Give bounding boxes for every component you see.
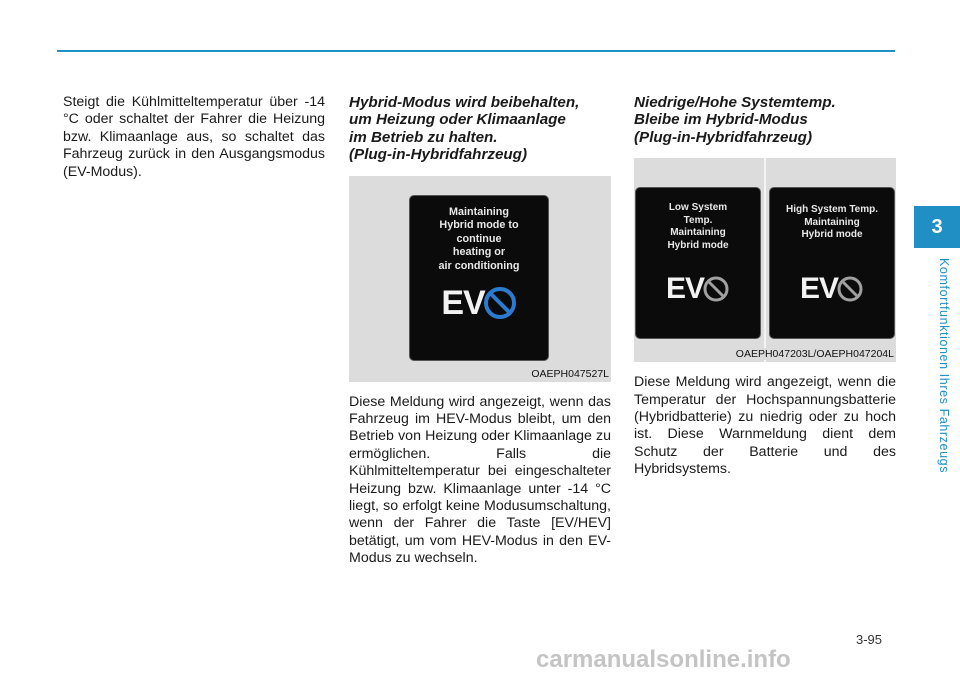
system-temp-figure: [634, 158, 896, 362]
ev-indicator-high: [770, 272, 894, 306]
column-3: [634, 94, 896, 479]
top-rule: [57, 50, 895, 52]
ev-indicator: [410, 284, 548, 323]
cluster-display: [410, 196, 548, 360]
hybrid-mode-paragraph: Diese Meldung wird angezeigt, wenn das Fahrzeug im HEV-Modus bleibt, um den Betrieb von Heizung oder Klimaanlage zu ermöglichen. Falls die Kühlmitteltemperatur bei eingeschalteter Heizung bzw. Klimaanlage unter -14 °C liegt, so erfolgt keine Modusumschaltung, wenn der Fahrer die Taste [EV/HEV] betätigt, um vom HEV-Modus in den EV-Modus zu wechseln.: [349, 393, 611, 567]
prohibited-icon: [836, 275, 864, 303]
figure-caption: OAEPH047527L: [531, 367, 609, 380]
watermark-text: carmanualsonline.info: [536, 646, 791, 673]
intro-paragraph: Steigt die Kühlmitteltemperatur über -14 °C oder schaltet der Fahrer die Heizung bzw. Klimaanlage aus, so schaltet das Fahrzeug zurück in den Ausgangsmodus (EV-Modus).: [63, 94, 325, 180]
column-1: [63, 94, 325, 181]
watermark: [536, 646, 791, 674]
ev-label: EV: [441, 283, 485, 322]
display-message: Maintaining Hybrid mode to continue heating or air conditioning: [438, 205, 520, 272]
cluster-display-low-temp: [636, 188, 760, 338]
display-message-low: Low System Temp. Maintaining Hybrid mode: [667, 202, 729, 251]
system-temp-paragraph: Diese Meldung wird angezeigt, wenn die Temperatur der Hochspannungsbatterie (Hybridbatterie) zu niedrig oder zu hoch ist. Diese Warnmeldung dient dem Schutz der Batterie und des Hybridsystems.: [634, 374, 896, 478]
figure-caption: OAEPH047203L/OAEPH047204L: [732, 348, 894, 360]
prohibited-icon: [483, 286, 517, 320]
ev-label-high: EV: [799, 272, 839, 306]
display-message-high: High System Temp. Maintaining Hybrid mode: [785, 204, 879, 241]
cluster-display-high-temp: [770, 188, 894, 338]
chapter-title: Komfortfunktionen Ihres Fahrzeugs: [937, 258, 951, 474]
figure-divider: [764, 158, 766, 362]
hybrid-mode-figure: [349, 176, 611, 382]
column-2: [349, 94, 611, 568]
hybrid-mode-heading: Hybrid-Modus wird beibehalten, um Heizung oder Klimaanlage im Betrieb zu halten. (Plug-in-Hybridfahrzeug): [349, 94, 580, 164]
ev-label-low: EV: [665, 272, 705, 306]
prohibited-icon: [702, 275, 730, 303]
system-temp-heading: Niedrige/Hohe Systemtemp. Bleibe im Hybrid-Modus (Plug-in-Hybridfahrzeug): [634, 94, 836, 146]
chapter-tab: 3: [914, 206, 960, 248]
ev-indicator-low: [636, 272, 760, 306]
page-number: 3-95: [856, 632, 883, 647]
